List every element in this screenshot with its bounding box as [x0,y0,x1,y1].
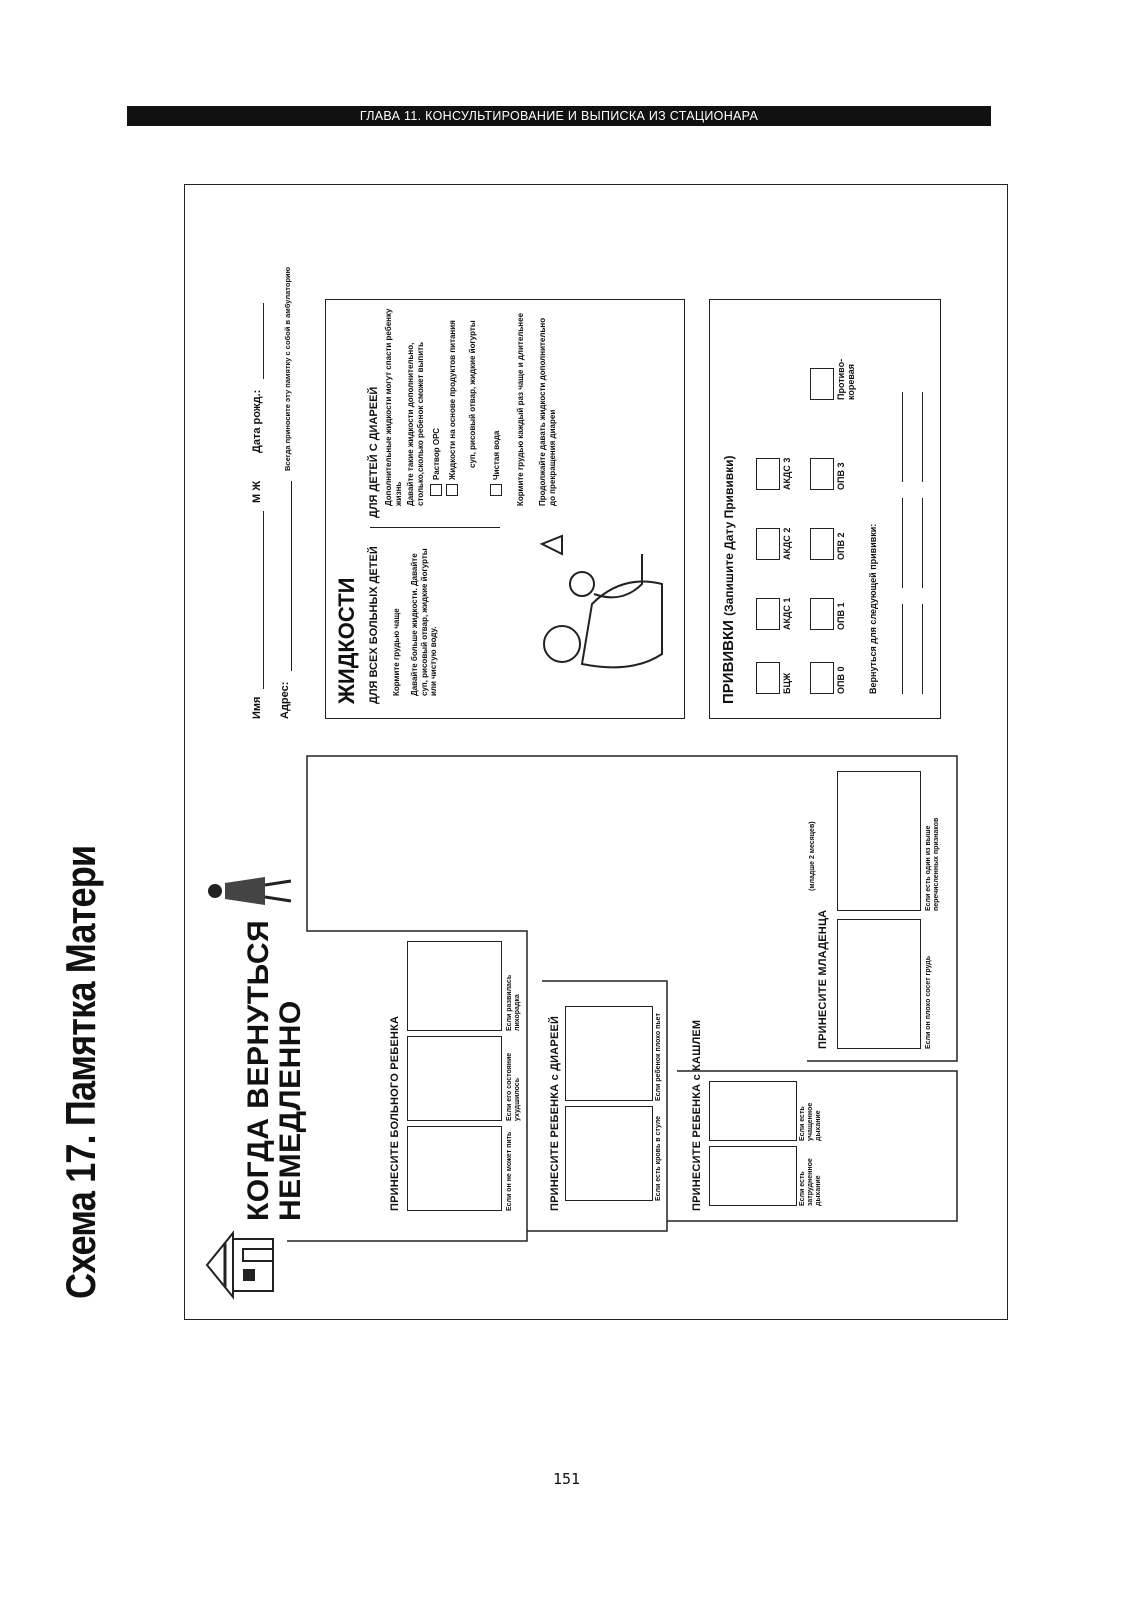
vacc-opv2: ОПВ 2 [836,532,846,560]
next-visit-label: Вернуться для следующей прививки: [868,523,878,694]
vacc-opv0: ОПВ 0 [836,666,846,694]
option-ors: Раствор ОРС [432,428,441,480]
fluids-divider [370,527,500,528]
next-visit-line-1[interactable] [902,604,903,694]
all-sick-item-1: Кормите грудью чаще [392,608,401,696]
diarrhoea-picture-2 [565,1006,653,1101]
diarrhoea-give: Давайте такие жидкости дополнительно, столько,сколько ребенок сможет выпить [406,342,425,506]
diarrhoea-intro: Дополнительные жидкости могут спасти ребенку жизнь [384,308,403,506]
address-field-line[interactable] [291,481,292,671]
diarrhoea-picture-1 [565,1106,653,1201]
dob-field-line[interactable] [263,303,264,379]
figure-caption: Схема 17. Памятка Матери [57,845,104,1299]
return-title-line2: НЕМЕДЛЕННО [274,1000,307,1221]
sick-child-picture-1 [407,1126,502,1211]
opv3-date-box[interactable] [810,458,834,490]
mother-feeding-child-illustration [522,524,672,694]
young-infant-caption-1: Если он плохо сосет грудь [925,955,932,1049]
option-food-fluids: Жидкости на основе продуктов питания [448,320,457,480]
young-infant-picture-2 [837,771,921,911]
young-infant-picture-1 [837,919,921,1049]
diarrhoea-caption-1: Если есть кровь в стуле [655,1115,662,1201]
page-number: 151 [552,1470,581,1488]
dob-label: Дата рожд.: [251,389,263,453]
next-visit-line-6[interactable] [922,392,923,482]
cough-picture-1 [709,1146,797,1206]
vacc-opv3: ОПВ 3 [836,462,846,490]
young-infant-caption-2: Если есть один из выше перечисленных признаков [925,817,940,911]
vacc-measles: Противо-коревая [836,358,856,400]
fluids-tip-1: Кормите грудью каждый раз чаще и длительнее [516,312,525,506]
vacc-dpt1: АКДС 1 [782,597,792,630]
opv0-date-box[interactable] [810,662,834,694]
ors-checkbox[interactable] [430,484,442,496]
cough-child-label: ПРИНЕСИТЕ РЕБЕНКА с КАШЛЕМ [691,1019,703,1211]
diarrhoea-caption-2: Если ребенок плохо пьет [655,1013,662,1101]
vaccinations-panel [709,299,941,719]
dpt2-date-box[interactable] [756,528,780,560]
figure-frame [57,184,1008,1320]
return-title-line1: КОГДА ВЕРНУТЬСЯ [242,919,275,1221]
sick-child-picture-2 [407,1036,502,1121]
fluids-tip-2: Продолжайте давать жидкости дополнительно до прекращения диареи [538,317,557,506]
young-infant-label: ПРИНЕСИТЕ МЛАДЕНЦА [817,909,829,1049]
option-soups: суп, рисовый отвар, жидкие йогурты [468,320,477,468]
bcg-date-box[interactable] [756,662,780,694]
vaccinations-title-note: (Запишите Дату Прививки) [722,455,736,616]
young-infant-age-note: (младше 2 месяцев) [809,821,816,891]
name-label: Имя [251,696,263,719]
opv1-date-box[interactable] [810,598,834,630]
diarrhoea-head: ДЛЯ ДЕТЕЙ С ДИАРЕЕЙ [368,386,380,518]
all-sick-item-2: Давайте больше жидкости. Давайте суп, рисовый отвар, жидкие йогурты или чистую воду. [410,548,438,696]
vacc-dpt3: АКДС 3 [782,457,792,490]
cough-caption-2: Если есть учащенное дыхание [799,1102,822,1141]
dpt3-date-box[interactable] [756,458,780,490]
sick-child-caption-2: Если его состояние ухудшилось [506,1052,521,1121]
vaccinations-title-main: ПРИВИВКИ [720,620,737,704]
food-fluids-checkbox[interactable] [446,484,458,496]
dpt1-date-box[interactable] [756,598,780,630]
address-label: Адрес: [279,681,291,719]
cough-caption-1: Если есть затрудненное дыхание [799,1158,822,1206]
next-visit-line-5[interactable] [922,498,923,588]
sick-child-caption-3: Если развилась лихорадка [506,974,521,1031]
measles-date-box[interactable] [810,368,834,400]
clean-water-checkbox[interactable] [490,484,502,496]
sick-child-caption-1: Если он не может пить [506,1131,513,1211]
cough-picture-2 [709,1081,797,1141]
mother-card [57,191,997,1311]
sick-child-picture-3 [407,941,502,1031]
next-visit-line-2[interactable] [902,498,903,588]
sex-label: М Ж [251,480,263,503]
vaccinations-title [720,456,737,704]
option-clean-water: Чистая вода [492,430,501,480]
fluids-title: ЖИДКОСТИ [334,577,359,704]
opv2-date-box[interactable] [810,528,834,560]
vacc-opv1: ОПВ 1 [836,602,846,630]
chapter-header: ГЛАВА 11. КОНСУЛЬТИРОВАНИЕ И ВЫПИСКА ИЗ СТАЦИОНАРА [127,106,991,126]
sick-child-label: ПРИНЕСИТЕ БОЛЬНОГО РЕБЕНКА [389,1015,401,1211]
vacc-bcg: БЦЖ [782,672,792,694]
reminder-note: Всегда приносите эту памятку с собой в амбулаторию [283,266,292,471]
vacc-dpt2: АКДС 2 [782,527,792,560]
diarrhoea-child-label: ПРИНЕСИТЕ РЕБЕНКА с ДИАРЕЕЙ [549,1015,561,1211]
next-visit-line-4[interactable] [922,604,923,694]
name-field-line[interactable] [263,511,264,689]
next-visit-line-3[interactable] [902,392,903,482]
fluids-panel [325,299,685,719]
all-sick-head: ДЛЯ ВСЕХ БОЛЬНЫХ ДЕТЕЙ [368,546,380,704]
